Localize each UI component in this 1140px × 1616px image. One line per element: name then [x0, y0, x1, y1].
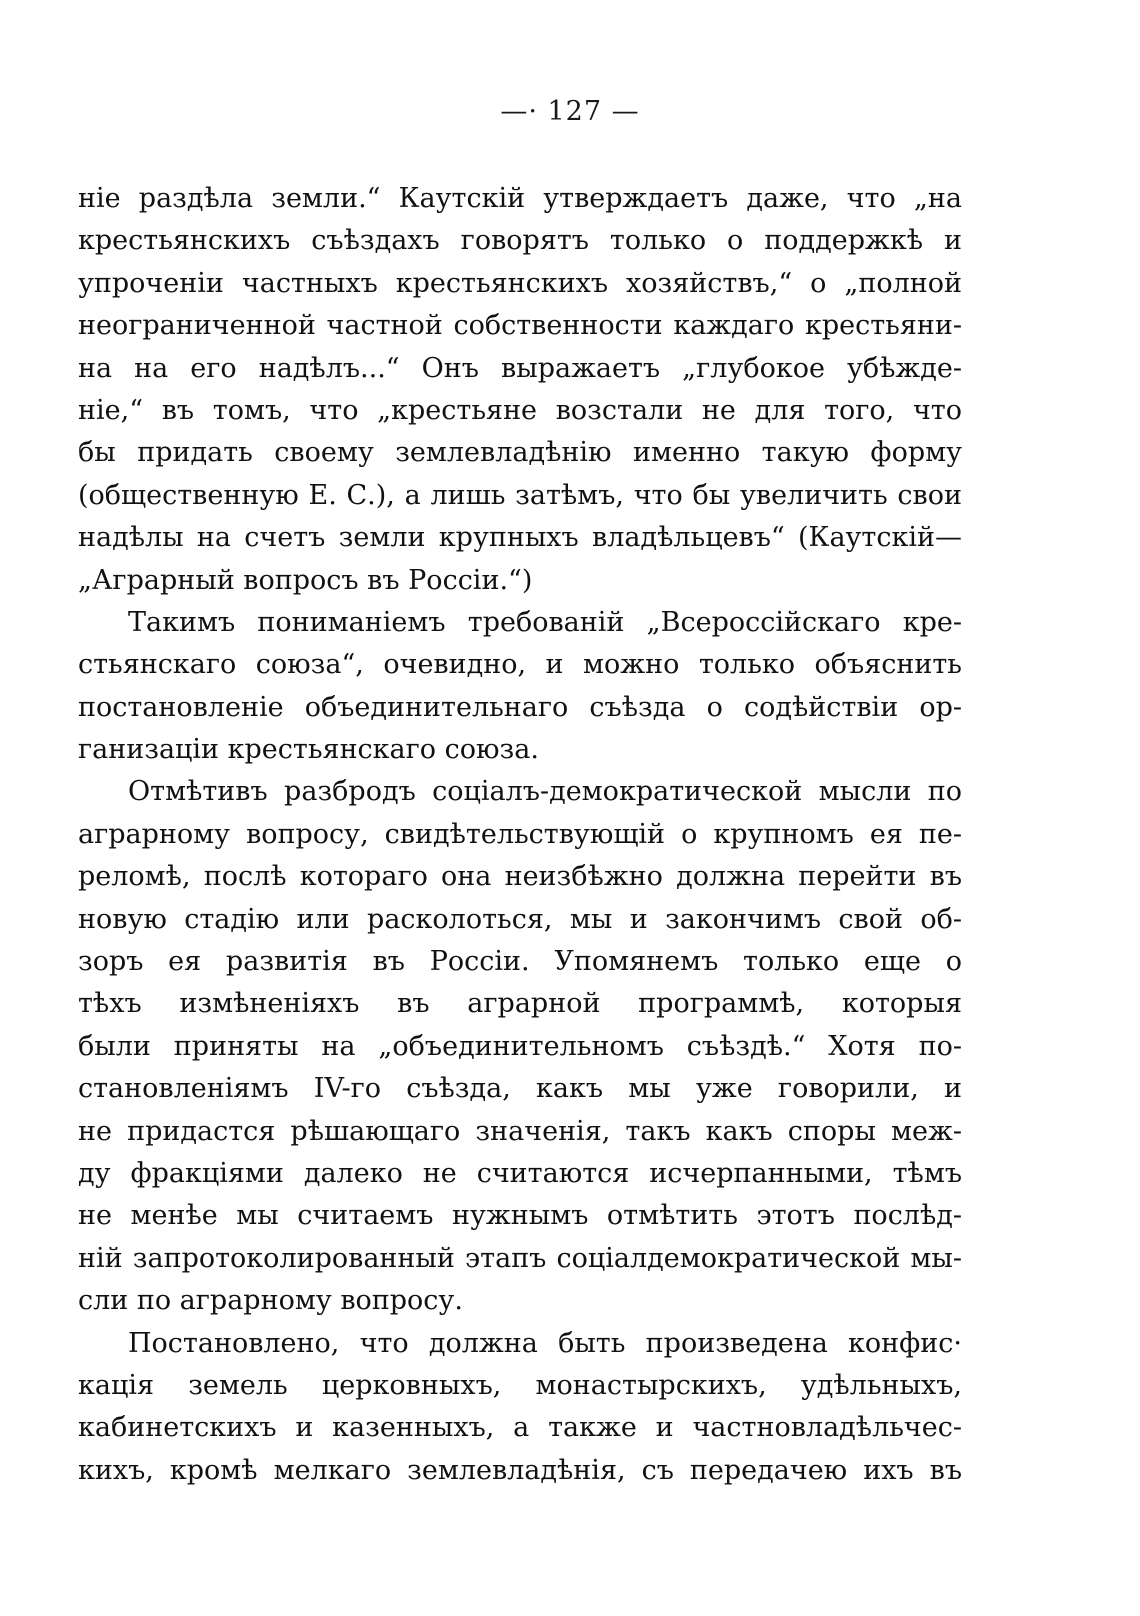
text-line: аграрному вопросу, свидѣтельствующій о крупномъ ея пе-: [78, 818, 962, 850]
text-line: кихъ, кромѣ мелкаго землевладѣнія, съ передачею ихъ въ: [78, 1454, 962, 1486]
text-line: реломѣ, послѣ котораго она неизбѣжно должна перейти въ: [78, 861, 962, 893]
text-line: Такимъ пониманіемъ требованій „Всероссійскаго кре-: [128, 606, 962, 638]
text-line: ній запротоколированный этапъ соціалдемократической мы-: [78, 1242, 962, 1274]
text-line: кація земель церковныхъ, монастырскихъ, удѣльныхъ,: [78, 1369, 962, 1401]
text-line: ніе,“ въ томъ, что „крестьяне возстали не для того, что: [78, 394, 962, 426]
text-line: были приняты на „объединительномъ съѣздѣ.“ Хотя по-: [78, 1030, 962, 1062]
text-line: упроченіи частныхъ крестьянскихъ хозяйствъ,“ о „полной: [78, 267, 962, 299]
text-line: „Аграрный вопросъ въ Россіи.“): [78, 564, 533, 596]
text-line: Отмѣтивъ разбродъ соціалъ-демократической мысли по: [128, 776, 962, 808]
text-line: неограниченной частной собственности каждаго крестьяни-: [78, 310, 962, 342]
text-line: стьянскаго союза“, очевидно, и можно только объяснить: [78, 649, 962, 681]
text-line: постановленіе объединительнаго съѣзда о содѣйствіи ор-: [78, 691, 962, 723]
text-line: кабинетскихъ и казенныхъ, а также и частновладѣльчес-: [78, 1412, 962, 1444]
text-line: зоръ ея развитія въ Россіи. Упомянемъ только еще о: [78, 946, 962, 978]
text-line: ніе раздѣла земли.“ Каутскій утверждаетъ даже, что „на: [78, 183, 962, 214]
text-line: становленіямъ IV-го съѣзда, какъ мы уже говорили, и: [78, 1073, 962, 1105]
text-line: крестьянскихъ съѣздахъ говорятъ только о поддержкѣ и: [78, 225, 962, 257]
body-text: [78, 178, 962, 1492]
text-line: на на его надѣлъ...“ Онъ выражаетъ „глубокое убѣжде-: [78, 352, 962, 384]
text-line: ду фракціями далеко не считаются исчерпанными, тѣмъ: [78, 1157, 962, 1189]
text-line: новую стадію или расколоться, мы и закончимъ свой об-: [78, 903, 962, 935]
text-line: не придастся рѣшающаго значенія, такъ какъ споры меж-: [78, 1115, 962, 1147]
text-line: не менѣе мы считаемъ нужнымъ отмѣтить этотъ послѣд-: [78, 1200, 962, 1232]
text-line: сли по аграрному вопросу.: [78, 1285, 463, 1317]
text-line: (общественную E. С.), а лишь затѣмъ, что бы увеличить свои: [78, 479, 962, 511]
text-line: Постановлено, что должна быть произведена конфис·: [128, 1327, 962, 1359]
page-number: —· 127 —: [500, 96, 640, 127]
text-line: надѣлы на счетъ земли крупныхъ владѣльцевъ“ (Каутскій—: [78, 522, 962, 554]
text-line: тѣхъ измѣненіяхъ въ аграрной программѣ, которыя: [78, 988, 962, 1020]
text-line: ганизаціи крестьянскаго союза.: [78, 734, 539, 766]
text-line: бы придать своему землевладѣнію именно такую форму: [78, 437, 962, 469]
